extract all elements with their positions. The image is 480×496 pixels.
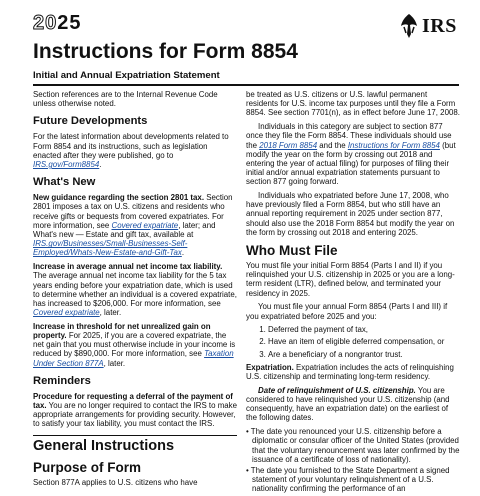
net-gain-threshold-paragraph: Increase in threshold for net unrealized gain on property. For 2025, if you are a covered expatriate, the net gain that you must otherwise include in your income is reduced by $890,000. For more information, see Taxation Under Section 877A, later. [33, 321, 236, 368]
initial-form-paragraph: You must file your initial Form 8854 (Parts I and II) if you relinquished your U.S. citizenship in 2025 or you are a long-term resident (LTR), defined below, and terminated your residency in 2025. [246, 261, 455, 298]
list-item: 2. Have an item of eligible deferred compensation, or [268, 337, 460, 346]
deferral-paragraph: Procedure for requesting a deferral of the payment of tax. You are no longer required to contact the IRS to make appropriate arrangements for providing security. However, to satisfy your tax liability, you must contact the IRS. [33, 391, 237, 429]
expatriation-paragraph: Expatriation. Expatriation includes the acts of relinquishing U.S. citizenship and terminating long-term residency. [246, 362, 454, 382]
page-subtitle: Initial and Annual Expatriation Statement [33, 70, 220, 81]
page-title: Instructions for Form 8854 [33, 40, 298, 63]
form8854-link[interactable]: IRS.gov/Form8854 [33, 160, 100, 170]
whats-new-heading: What's New [33, 176, 96, 189]
instructions-8854-link[interactable]: Instructions for Form 8854 [347, 140, 440, 150]
who-must-file-heading: Who Must File [246, 243, 338, 259]
general-instructions-heading: General Instructions [33, 435, 237, 454]
eagle-icon [398, 12, 420, 40]
expatriated-before-2008-paragraph: Individuals who expatriated before June 17, 2008, who have previously filed a Form 8854, but who still have an annual reporting requirement in 2025 under section 877, should also use the 2018 Form 8854 but modify the year on the form by crossing out 2018 and entering 2025. [246, 191, 455, 237]
irs-logo [398, 10, 464, 42]
annual-form-paragraph: You must file your annual Form 8854 (Parts I and III) if you expatriated before 2025 and you: [246, 302, 448, 321]
taxation-877a-link[interactable]: Taxation Under Section 877A [33, 349, 234, 368]
relinquishment-date-paragraph: Date of relinquishment of U.S. citizenship. You are considered to have relinquished your U.S. citizenship (and consequently, have an expatriation date) on the earliest of the following dates. [246, 385, 450, 423]
treated-as-citizens-paragraph: be treated as U.S. citizens or U.S. lawful permanent residents for U.S. income tax purposes until they file a Form 8854. See section 7701(n), as in effect before June 17, 2008. [246, 90, 460, 118]
annual-filing-conditions-list [246, 325, 460, 359]
estate-gift-tax-link[interactable]: IRS.gov/Businesses/Small-Businesses-Self-Employed/Whats-New-Estate-and-Gift-Tax [33, 239, 188, 258]
new-guidance-paragraph: New guidance regarding the section 2801 tax. Section 2801 imposes a tax on U.S. citizens and residents who receive gifts or bequests from covered expatriates. For more information, see Covered expatriate, later; and What's new — Estate and gift tax, available at IRS.gov/Businesses/Small-Businesses-Self-Employed/Whats-New-Estate-and-Gift-Tax. [33, 193, 233, 258]
title-divider [33, 84, 459, 86]
covered-expatriate-link[interactable]: Covered expatriate [111, 220, 179, 230]
reminders-heading: Reminders [33, 374, 91, 387]
right-column [246, 90, 460, 496]
purpose-of-form-heading: Purpose of Form [33, 459, 142, 475]
future-developments-heading: Future Developments [33, 115, 148, 128]
list-item: 1. Deferred the payment of tax, [268, 325, 460, 334]
signed-statement-bullet: • The date you furnished to the State Department a signed statement of your voluntary relinquishment of a U.S. nationality confirming the performance of an [246, 465, 450, 494]
purpose-text: Section 877A applies to U.S. citizens who have [33, 477, 198, 487]
renounced-bullet: • The date you renounced your U.S. citizenship before a diplomatic or consular officer of the United States (provided that the voluntary renouncement was later confirmed by the issuance of a certificate of loss of nationality). [246, 427, 460, 464]
intro-text: Section references are to the Internal Revenue Code unless otherwise noted. [33, 90, 218, 109]
form-year: 2025 [33, 12, 82, 34]
irs-logo-text: IRS [422, 14, 457, 37]
income-tax-liability-paragraph: Increase in average annual net income tax liability. The average annual net income tax liability for the 5 tax years ending before your expatriation date, which is used to determine whether an individual is a covered expatriate, has increased to $206,000. For more information, see Covered expatriate, later. [33, 262, 237, 318]
covered-expatriate-link-2[interactable]: Covered expatriate [33, 308, 100, 318]
form8854-2018-link[interactable]: 2018 Form 8854 [259, 140, 318, 150]
future-developments-text: For the latest information about developments related to Form 8854 and its instructions, such as legislation enacted after they were published, go to IRS.gov/Form8854. [33, 132, 229, 170]
section-877-paragraph: Individuals in this category are subject to section 877 once they file the Form 8854. These individuals should use the 2018 Form 8854 and the Instructions for Form 8854 (but modify the year on the form by crossing out 2018 and entering the year of actual filing) for purposes of filing their initial and/or annual expatriation statements pursuant to section 877 going forward. [246, 122, 456, 187]
list-item: 3. Are a beneficiary of a nongrantor trust. [268, 350, 460, 359]
left-column [33, 90, 237, 491]
